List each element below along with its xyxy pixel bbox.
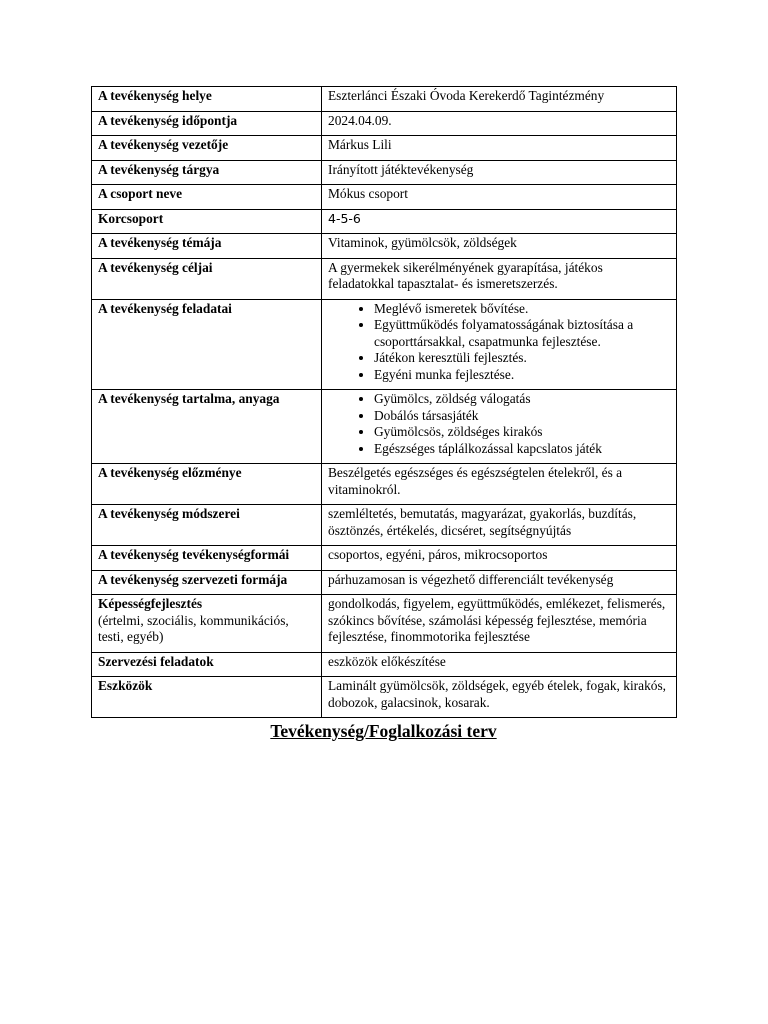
- list-item: • Gyümölcsös, zöldséges kirakós: [374, 424, 670, 441]
- row-value: Irányított játéktevékenység: [322, 160, 677, 185]
- table-row: [92, 160, 677, 185]
- table-row: [92, 546, 677, 571]
- table-row: [92, 299, 677, 390]
- row-value: szemléltetés, bemutatás, magyarázat, gyakorlás, buzdítás, ösztönzés, értékelés, dicséret, segítségnyújtás: [322, 505, 677, 546]
- row-value: Eszterlánci Északi Óvoda Kerekerdő Tagintézmény: [322, 87, 677, 112]
- document-title: Tevékenység/Foglalkozási terv: [270, 721, 497, 741]
- table-row: [92, 111, 677, 136]
- table-row: [92, 464, 677, 505]
- row-label: [92, 595, 322, 653]
- table-row: [92, 136, 677, 161]
- table-row: [92, 185, 677, 210]
- bullet-list: [328, 301, 670, 384]
- row-label: A tevékenység céljai: [92, 258, 322, 299]
- table-row: [92, 87, 677, 112]
- row-label: A tevékenység helye: [92, 87, 322, 112]
- row-label: A tevékenység tárgya: [92, 160, 322, 185]
- row-label-main: Képességfejlesztés: [98, 596, 203, 611]
- row-value: [322, 299, 677, 390]
- row-label: A csoport neve: [92, 185, 322, 210]
- activity-plan-table: [91, 86, 677, 718]
- bullet-list: [328, 391, 670, 457]
- row-label: Szervezési feladatok: [92, 652, 322, 677]
- list-item: • Egészséges táplálkozással kapcslatos játék: [374, 441, 670, 458]
- list-item: • Egyéni munka fejlesztése.: [374, 367, 670, 384]
- table-row: [92, 390, 677, 464]
- row-label-sub: (értelmi, szociális, kommunikációs, testi, egyéb): [98, 612, 289, 644]
- row-value: A gyermekek sikerélményének gyarapítása, játékos feladatokkal tapasztalat- és ismeretszerzés.: [322, 258, 677, 299]
- row-value: gondolkodás, figyelem, együttműködés, emlékezet, felismerés, szókincs bővítése, számolási képesség fejlesztése, memória fejlesztése, finommotorika fejlesztése: [322, 595, 677, 653]
- row-label: A tevékenység feladatai: [92, 299, 322, 390]
- row-label: A tevékenység előzménye: [92, 464, 322, 505]
- list-item: • Dobálós társasjáték: [374, 408, 670, 425]
- table-row: [92, 652, 677, 677]
- row-value: Márkus Lili: [322, 136, 677, 161]
- table-row: [92, 570, 677, 595]
- row-label: A tevékenység témája: [92, 234, 322, 259]
- row-label: A tevékenység szervezeti formája: [92, 570, 322, 595]
- row-value: eszközök előkészítése: [322, 652, 677, 677]
- table-row: [92, 209, 677, 234]
- row-label: Korcsoport: [92, 209, 322, 234]
- table-row: [92, 677, 677, 718]
- table-row: [92, 234, 677, 259]
- row-value: Vitaminok, gyümölcsök, zöldségek: [322, 234, 677, 259]
- table-row: [92, 258, 677, 299]
- row-value: Laminált gyümölcsök, zöldségek, egyéb ételek, fogak, kirakós, dobozok, galacsinok, kosarak.: [322, 677, 677, 718]
- list-item: • Meglévő ismeretek bővítése.: [374, 301, 670, 318]
- table-row: [92, 595, 677, 653]
- list-item: • Játékon keresztüli fejlesztés.: [374, 350, 670, 367]
- row-label: A tevékenység tevékenységformái: [92, 546, 322, 571]
- row-value: Mókus csoport: [322, 185, 677, 210]
- document-page: [91, 86, 676, 742]
- row-value: Beszélgetés egészséges és egészségtelen ételekről, és a vitaminokról.: [322, 464, 677, 505]
- row-value: csoportos, egyéni, páros, mikrocsoportos: [322, 546, 677, 571]
- row-value: 2024.04.09.: [322, 111, 677, 136]
- list-item: • Együttműködés folyamatosságának biztosítása a csoporttársakkal, csapatmunka fejlesztése.: [374, 317, 670, 350]
- row-label: A tevékenység módszerei: [92, 505, 322, 546]
- row-label: A tevékenység időpontja: [92, 111, 322, 136]
- row-value: párhuzamosan is végezhető differenciált tevékenység: [322, 570, 677, 595]
- row-label: A tevékenység vezetője: [92, 136, 322, 161]
- table-row: [92, 505, 677, 546]
- row-label: A tevékenység tartalma, anyaga: [92, 390, 322, 464]
- row-value: [322, 390, 677, 464]
- row-label: Eszközök: [92, 677, 322, 718]
- list-item: • Gyümölcs, zöldség válogatás: [374, 391, 670, 408]
- row-value: 4-5-6: [322, 209, 677, 234]
